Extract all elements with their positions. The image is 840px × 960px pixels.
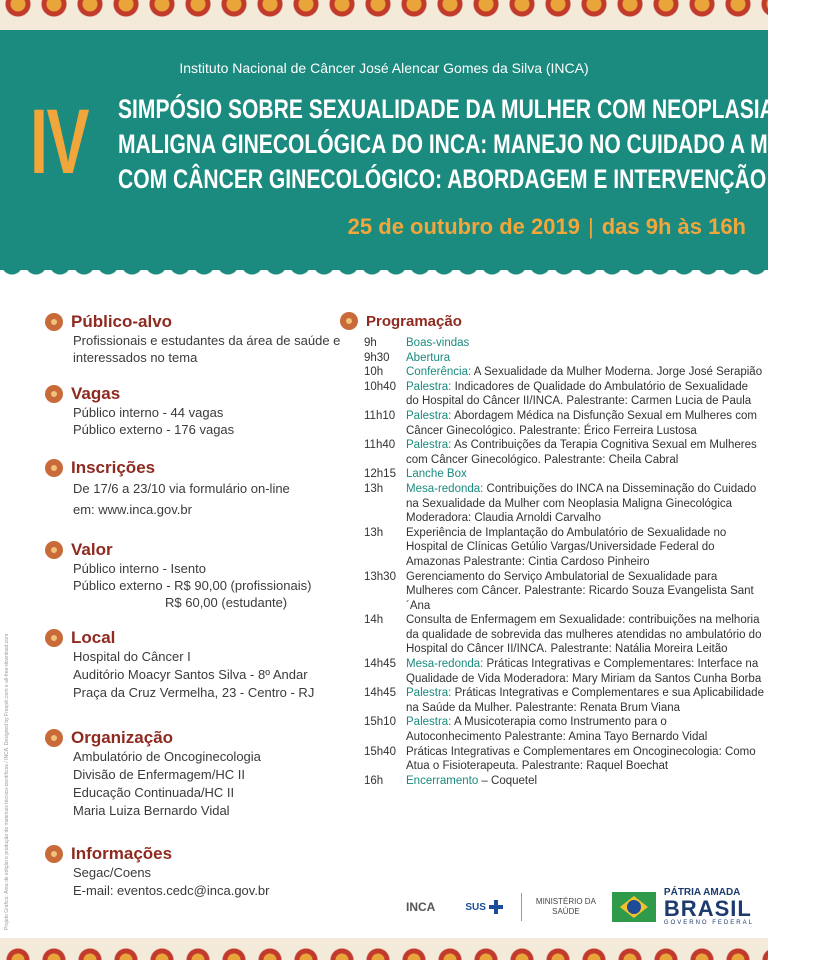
inca-website-link[interactable]: em: www.inca.gov.br — [73, 502, 192, 517]
ornament-bullet-icon — [45, 845, 63, 863]
event-title-line: SIMPÓSIO SOBRE SEXUALIDADE DA MULHER COM NEOPLASIA — [118, 94, 775, 124]
program-item — [364, 745, 764, 774]
program-item — [364, 657, 764, 686]
section-line: interessados no tema — [73, 350, 198, 365]
section-title: Informações — [71, 844, 173, 863]
section-line: Público interno - Isento — [73, 561, 206, 576]
ministerio-line: SAÚDE — [552, 907, 580, 916]
inca-logo: INCA — [406, 900, 436, 914]
program-time: 13h30 — [364, 570, 396, 583]
section-vagas — [45, 384, 234, 438]
date-separator: | — [587, 214, 594, 239]
patria-amada-text: PÁTRIA AMADA — [663, 887, 741, 898]
program-item — [364, 467, 764, 482]
program-time: 12h15 — [364, 468, 396, 481]
section-publico-alvo — [45, 312, 340, 366]
program-item — [364, 526, 764, 570]
program-item — [364, 365, 764, 380]
section-informacoes — [45, 844, 270, 900]
program-item — [364, 774, 764, 789]
institute-name: Instituto Nacional de Câncer José Alencar Gomes da Silva (INCA) — [179, 60, 589, 76]
section-line: Público externo - R$ 90,00 (profissionais) — [73, 578, 312, 593]
program-time: 11h10 — [364, 409, 396, 422]
program-description — [406, 336, 764, 351]
banner-scallop-edge — [0, 264, 768, 288]
event-title-line: COM CÂNCER GINECOLÓGICO: ABORDAGEM E INTERVENÇÃO — [118, 164, 767, 194]
ministerio-line: MINISTÉRIO DA — [535, 897, 596, 906]
program-description — [406, 774, 764, 789]
program-label: Encerramento — [406, 774, 479, 787]
program-description — [406, 613, 764, 657]
event-date: 25 de outubro de 2019 — [347, 214, 580, 239]
program-label: Lanche Box — [406, 468, 467, 481]
section-line: Auditório Moacyr Santos Silva - 8º Andar — [73, 667, 308, 682]
section-line: Maria Luiza Bernardo Vidal — [73, 803, 230, 818]
program-text: Abordagem Médica na Disfunção Sexual em Mulheres com Câncer Ginecológico. Palestrante: Érico Ferreira Lustosa — [406, 409, 757, 437]
program-label: Palestra: — [406, 439, 452, 452]
program-text: Indicadores de Qualidade do Ambulatório de Sexualidade do Hospital do Câncer II/INCA. Palestrante: Carmen Lucia de Paula — [406, 380, 752, 408]
section-line: Público externo - 176 vagas — [73, 422, 235, 437]
program-description — [406, 686, 764, 715]
event-date-line — [348, 214, 746, 240]
section-valor — [45, 540, 311, 611]
section-title: Vagas — [71, 384, 121, 403]
decorative-top-border — [0, 0, 768, 30]
program-label: Palestra: — [406, 380, 452, 393]
program-time: 10h40 — [364, 380, 396, 393]
ornament-bullet-icon — [45, 313, 63, 331]
section-line: Educação Continuada/HC II — [73, 785, 235, 800]
program-text: Práticas Integrativas e Complementares: Interface na Qualidade de Vida Moderadora: Mary Miriam da Santos Cunha Borba — [406, 658, 762, 685]
event-hours: das 9h às 16h — [601, 214, 746, 239]
program-label: Mesa-redonda: — [406, 658, 484, 671]
section-title: Local — [71, 628, 116, 647]
section-line: Segac/Coens — [73, 865, 152, 880]
program-description — [406, 482, 764, 526]
brasil-text: BRASIL — [663, 896, 752, 921]
program-text: A Sexualidade da Mulher Moderna. Jorge José Serapião — [471, 366, 763, 379]
program-description — [406, 467, 764, 482]
governo-federal-text: GOVERNO FEDERAL — [663, 920, 754, 926]
program-text: Práticas Integrativas e Complementares em Oncoginecologia: Como Atua o Fisioterapeuta. Palestrante: Raquel Boechat — [406, 745, 756, 773]
section-line: De 17/6 a 23/10 via formulário on-line — [73, 481, 290, 496]
program-time: 14h45 — [364, 687, 396, 700]
program-label: Mesa-redonda: — [406, 482, 484, 495]
program-item — [364, 380, 764, 409]
design-credit: Projeto Gráfico: Área de edição e produção de materiais técnico-científicos / INCA. Designed by Freepik.com e all-free-download.com — [4, 633, 10, 930]
ornament-bullet-icon — [45, 459, 63, 477]
ornament-bullet-icon — [45, 385, 63, 403]
section-line: R$ 60,00 (estudante) — [165, 595, 288, 610]
program-time: 13h — [364, 482, 384, 495]
program-text: Práticas Integrativas e Complementares e sua Aplicabilidade na Saúde da Mulher. Palestrante: Renata Brum Viana — [406, 687, 764, 714]
brazil-flag-icon — [612, 892, 656, 922]
program-description — [406, 657, 764, 686]
program-time: 14h — [364, 614, 384, 627]
section-local — [45, 628, 314, 702]
section-line: Praça da Cruz Vermelha, 23 - Centro - RJ — [73, 685, 315, 700]
ornament-bullet-icon — [45, 541, 63, 559]
section-title: Inscrições — [71, 458, 156, 477]
program-time: 15h40 — [364, 745, 396, 758]
section-title: Público-alvo — [71, 312, 173, 331]
program-description — [406, 715, 764, 744]
program-text: A Musicoterapia como Instrumento para o Autoconhecimento Palestrante: Amina Tayo Bernardo Vidal — [406, 716, 708, 744]
sus-logo — [465, 900, 503, 914]
program-label: Palestra: — [406, 716, 452, 729]
ornament-bullet-icon — [45, 729, 63, 747]
program-text: Gerenciamento do Serviço Ambulatorial de Sexualidade para Mulheres com Câncer. Palestrante: Ricardo Souza Evangelista Sant´Ana — [406, 570, 754, 612]
program-item — [364, 613, 764, 657]
program-text: As Contribuições da Terapia Cognitiva Sexual em Mulheres com Câncer Ginecológico. Palestrante: Cheila Cabral — [406, 439, 757, 466]
cross-icon — [489, 900, 503, 914]
ornament-bullet-icon — [45, 629, 63, 647]
program-label: Palestra: — [406, 687, 452, 700]
program-description — [406, 365, 764, 380]
program-description — [406, 409, 764, 438]
program-text: Contribuições do INCA na Disseminação do Cuidado na Sexualidade da Mulher com Neoplasia Maligna Ginecológica Moderadora: Claudia Arnoldi Carvalho — [406, 482, 757, 525]
event-title-line: MALIGNA GINECOLÓGICA DO INCA: MANEJO NO CUIDADO A MULHER — [118, 129, 840, 159]
program-description — [406, 745, 764, 774]
program-item — [364, 570, 764, 614]
program-text: – Coquetel — [478, 774, 538, 787]
program-time: 9h — [364, 337, 377, 349]
program-item — [364, 715, 764, 744]
program-label: Boas-vindas — [406, 337, 470, 349]
event-title — [118, 92, 840, 197]
program-time: 16h — [364, 774, 384, 787]
section-inscricoes — [45, 458, 290, 520]
program-item — [364, 686, 764, 715]
program-description — [406, 351, 764, 366]
section-title: Valor — [71, 540, 113, 559]
program-text: Experiência de Implantação do Ambulatório de Sexualidade no Hospital de Clínicas Getúlio Vargas/Universidade Federal do Amazonas Palestrante: Cintia Cardoso Pinheiro — [406, 526, 727, 568]
program-item — [364, 409, 764, 438]
program-time: 10h — [364, 366, 384, 379]
program-time: 13h — [364, 526, 384, 539]
footer-logos — [400, 886, 760, 928]
program-item — [364, 336, 764, 351]
program-description — [406, 526, 764, 570]
program-time: 14h45 — [364, 658, 396, 671]
program-list — [364, 336, 764, 788]
program-column — [340, 312, 764, 787]
logo-divider — [521, 893, 522, 921]
program-item — [364, 438, 764, 467]
section-title: Organização — [71, 728, 174, 747]
program-item — [364, 482, 764, 526]
sus-label: SUS — [465, 901, 486, 913]
program-label: Conferência: — [406, 366, 472, 379]
program-label: Abertura — [406, 351, 451, 364]
contact-email-link[interactable]: E-mail: eventos.cedc@inca.gov.br — [73, 883, 270, 898]
program-description — [406, 438, 764, 467]
program-label: Palestra: — [406, 409, 452, 422]
ornament-bullet-icon — [340, 312, 358, 330]
section-line: Divisão de Enfermagem/HC II — [73, 767, 245, 782]
program-time: 11h40 — [364, 439, 396, 452]
edition-numeral: IV — [30, 91, 89, 193]
program-time: 15h10 — [364, 716, 396, 729]
section-line: Profissionais e estudantes da área de saúde e — [73, 333, 341, 348]
ministerio-logo — [536, 897, 596, 917]
program-time: 9h30 — [364, 351, 390, 364]
program-text: Consulta de Enfermagem em Sexualidade: contribuições na melhoria da qualidade de sobrevida das mulheres atendidas no ambulatório do Hospital do Câncer II/INCA. Palestrante: Natália Moreira Leitão — [406, 614, 762, 656]
program-item — [364, 351, 764, 366]
program-title: Programação — [366, 312, 462, 330]
section-line: Hospital do Câncer I — [73, 649, 191, 664]
section-line: Ambulatório de Oncoginecologia — [73, 749, 261, 764]
section-line: Público interno - 44 vagas — [73, 405, 224, 420]
decorative-bottom-border — [0, 938, 768, 960]
program-description — [406, 380, 764, 409]
section-organizacao — [45, 728, 261, 820]
program-description — [406, 570, 764, 614]
governo-federal-logo — [664, 888, 754, 926]
